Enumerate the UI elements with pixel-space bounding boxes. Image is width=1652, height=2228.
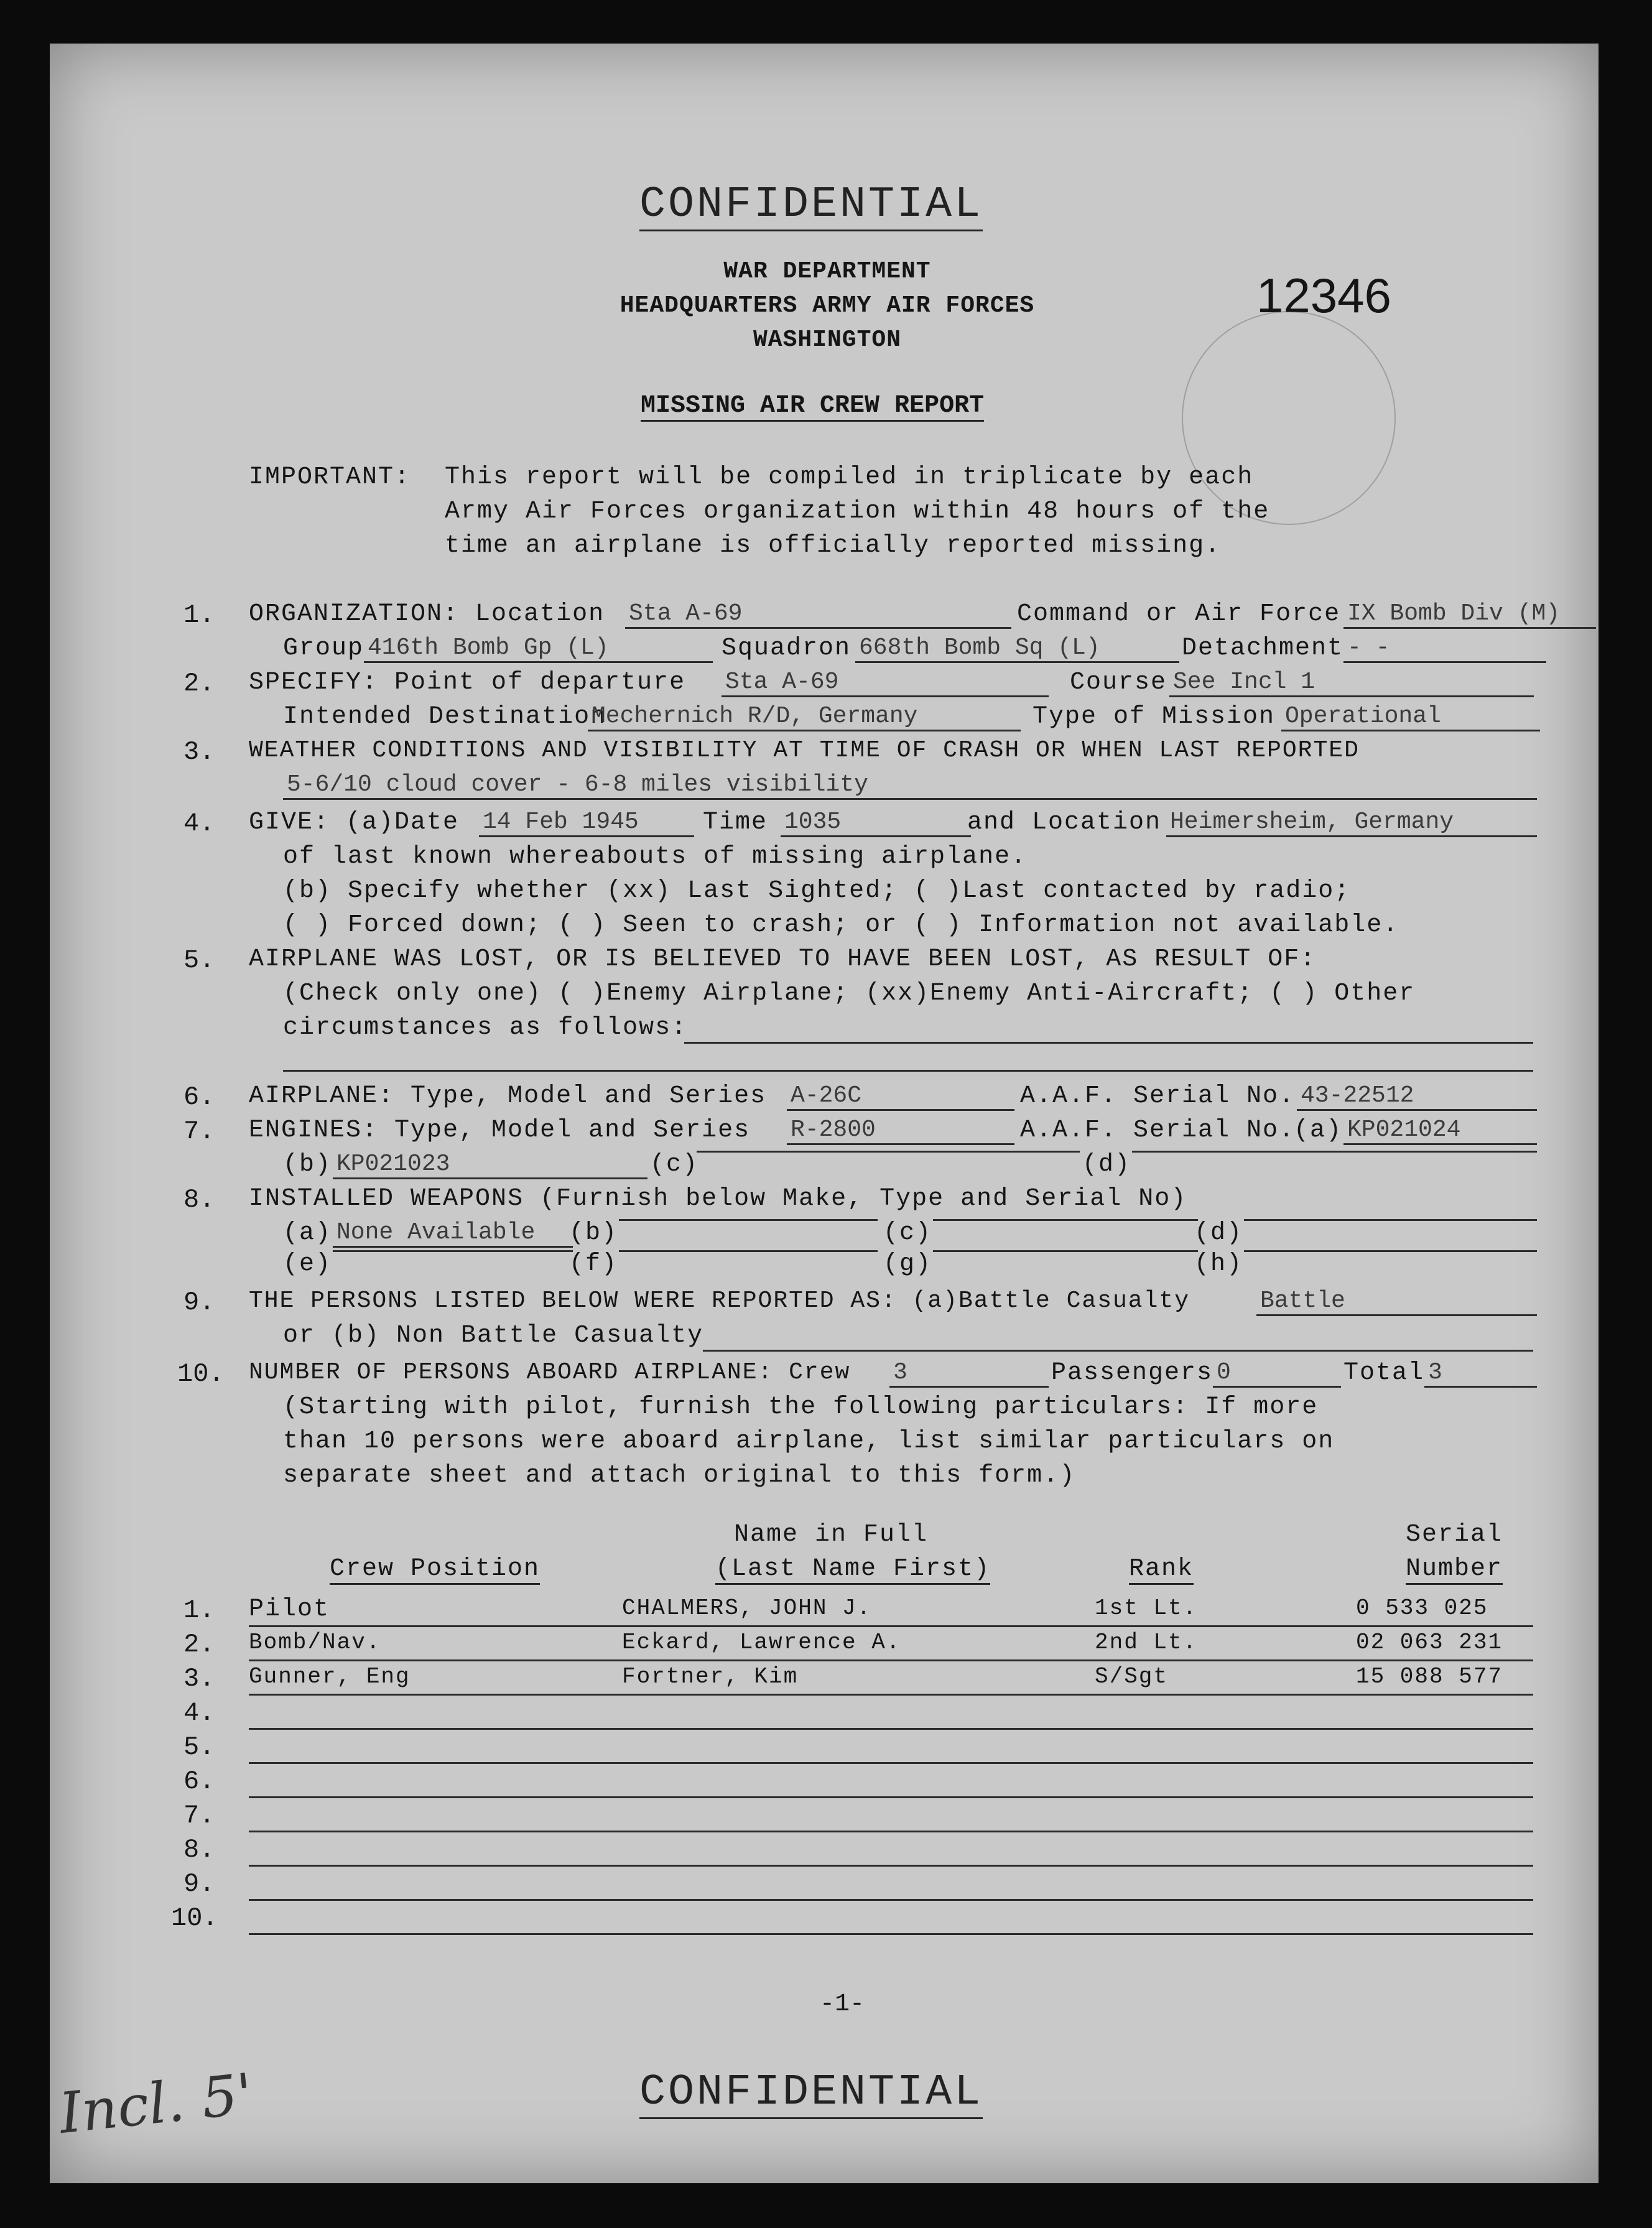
- airplane-serial-field: 43-22512: [1297, 1082, 1537, 1111]
- table-row: [0, 1630, 1652, 1664]
- lost-cause-label: AIRPLANE WAS LOST, OR IS BELIEVED TO HAVE BEEN LOST, AS RESULT OF:: [249, 945, 1317, 973]
- crew-count-field: 3: [889, 1359, 1049, 1388]
- section-4-number: 4.: [183, 809, 215, 838]
- row-number: 6.: [183, 1766, 215, 1796]
- row-number: 5.: [183, 1732, 215, 1762]
- sighted-line: (b) Specify whether (xx) Last Sighted; ( )Last contacted by radio;: [283, 877, 1351, 905]
- weather-field: 5-6/10 cloud cover - 6-8 miles visibility: [283, 771, 1537, 800]
- group-label: Group: [283, 634, 364, 662]
- crash-location-field: Heimersheim, Germany: [1166, 809, 1537, 837]
- check-one-line: (Check only one) ( )Enemy Airplane; (xx)Enemy Anti-Aircraft; ( ) Other: [283, 980, 1416, 1008]
- crew-serial-cell: 0 533 025: [1356, 1595, 1488, 1621]
- crew-serial-cell: 02 063 231: [1356, 1630, 1503, 1655]
- departure-field: Sta A-69: [722, 669, 1049, 697]
- instructions-line3: separate sheet and attach original to this form.): [283, 1462, 1076, 1490]
- weapon-a-label: (a): [283, 1219, 332, 1247]
- squadron-label: Squadron: [722, 634, 852, 662]
- row-number: 4.: [183, 1698, 215, 1728]
- crew-position-cell: Bomb/Nav.: [249, 1630, 381, 1655]
- important-label: IMPORTANT:: [249, 463, 411, 491]
- weapon-c-field: [933, 1219, 1198, 1221]
- engine-serial-label: A.A.F. Serial No.: [1020, 1116, 1296, 1144]
- engine-c-label: (c): [650, 1151, 699, 1179]
- engine-model-field: R-2800: [787, 1116, 1014, 1145]
- mission-field: Operational: [1281, 703, 1540, 731]
- row-line: [249, 1625, 1533, 1627]
- total-field: 3: [1424, 1359, 1537, 1388]
- row-number: 9.: [183, 1869, 215, 1899]
- weapon-b-label: (b): [569, 1219, 618, 1247]
- weapon-f-field: [619, 1250, 878, 1252]
- crew-name-cell: CHALMERS, JOHN J.: [622, 1595, 872, 1621]
- command-field: IX Bomb Div (M): [1343, 600, 1596, 629]
- destination-field: Mechernich R/D, Germany: [588, 703, 1021, 731]
- weapon-d-label: (d): [1194, 1219, 1243, 1247]
- table-row: [0, 1835, 1652, 1869]
- important-line1: This report will be compiled in triplicate by each: [445, 463, 1254, 491]
- destination-label: Intended Destination: [283, 703, 607, 731]
- city-title: WASHINGTON: [753, 327, 902, 353]
- mission-label: Type of Mission: [1032, 703, 1276, 731]
- weapon-h-field: [1244, 1250, 1537, 1252]
- row-line: [249, 1899, 1533, 1901]
- row-line: [249, 1728, 1533, 1730]
- section-10-number: 10.: [177, 1359, 225, 1389]
- classification-bottom: CONFIDENTIAL: [639, 2068, 983, 2119]
- section-1-number: 1.: [183, 600, 215, 630]
- detachment-field: - -: [1343, 634, 1546, 663]
- engine-d-label: (d): [1082, 1151, 1131, 1179]
- row-number: 2.: [183, 1630, 215, 1659]
- non-battle-label: or (b) Non Battle Casualty: [283, 1322, 704, 1350]
- organization-label: ORGANIZATION: Location: [249, 600, 605, 628]
- weapon-b-field: [619, 1219, 878, 1221]
- weather-label: WEATHER CONDITIONS AND VISIBILITY AT TIME OF CRASH OR WHEN LAST REPORTED: [249, 737, 1360, 764]
- crew-rank-cell: 1st Lt.: [1095, 1595, 1198, 1621]
- table-row: [0, 1766, 1652, 1801]
- row-number: 1.: [183, 1595, 215, 1625]
- total-label: Total: [1343, 1359, 1425, 1387]
- row-line: [249, 1831, 1533, 1832]
- table-row: [0, 1732, 1652, 1766]
- weapon-g-label: (g): [883, 1250, 932, 1278]
- forced-down-line: ( ) Forced down; ( ) Seen to crash; or ( ) Information not available.: [283, 911, 1399, 939]
- location-field: Sta A-69: [625, 600, 1011, 629]
- squadron-field: 668th Bomb Sq (L): [855, 634, 1179, 663]
- section-8-number: 8.: [183, 1185, 215, 1215]
- engine-b-field: KP021023: [333, 1151, 647, 1179]
- engine-a-field: KP021024: [1343, 1116, 1537, 1145]
- give-date-label: GIVE: (a)Date: [249, 809, 460, 837]
- section-2-number: 2.: [183, 669, 215, 699]
- header-serial-line2: Number: [1406, 1555, 1503, 1585]
- important-line2: Army Air Forces organization within 48 hours of the: [445, 498, 1270, 526]
- engines-label: ENGINES: Type, Model and Series: [249, 1116, 751, 1144]
- passengers-label: Passengers: [1051, 1359, 1213, 1387]
- weapon-c-label: (c): [883, 1219, 932, 1247]
- hq-title: HEADQUARTERS ARMY AIR FORCES: [620, 292, 1035, 319]
- whereabouts-line: of last known whereabouts of missing airplane.: [283, 843, 1028, 871]
- circumstances-label: circumstances as follows:: [283, 1014, 688, 1042]
- specify-label: SPECIFY: Point of departure: [249, 669, 686, 697]
- handwritten-inclosure-note: Incl. 5': [56, 2061, 256, 2147]
- report-title: MISSING AIR CREW REPORT: [641, 392, 984, 422]
- crew-rank-cell: S/Sgt: [1095, 1664, 1169, 1689]
- engine-d-field: [1132, 1151, 1537, 1153]
- airplane-label: AIRPLANE: Type, Model and Series: [249, 1082, 767, 1110]
- row-number: 7.: [183, 1801, 215, 1831]
- header-rank: Rank: [1129, 1555, 1194, 1585]
- weapons-label: INSTALLED WEAPONS (Furnish below Make, Type and Serial No): [249, 1185, 1187, 1213]
- airplane-model-field: A-26C: [787, 1082, 1014, 1111]
- circumstances-line-2: [283, 1070, 1533, 1072]
- classification-top: CONFIDENTIAL: [639, 180, 983, 231]
- section-9-number: 9.: [183, 1288, 215, 1317]
- table-row: [0, 1595, 1652, 1630]
- table-row: [0, 1869, 1652, 1903]
- crew-position-cell: Gunner, Eng: [249, 1664, 411, 1689]
- course-label: Course: [1070, 669, 1167, 697]
- passengers-field: 0: [1213, 1359, 1341, 1388]
- header-name-line1: Name in Full: [734, 1521, 929, 1549]
- important-line3: time an airplane is officially reported missing.: [445, 532, 1222, 560]
- header-serial-line1: Serial: [1406, 1521, 1503, 1549]
- detachment-label: Detachment: [1182, 634, 1344, 662]
- row-line: [249, 1796, 1533, 1798]
- row-number: 8.: [183, 1835, 215, 1865]
- engine-a-label: (a): [1294, 1116, 1343, 1144]
- page-number: -1-: [820, 1990, 865, 2018]
- crew-rank-cell: 2nd Lt.: [1095, 1630, 1198, 1655]
- persons-aboard-label: NUMBER OF PERSONS ABOARD AIRPLANE: Crew: [249, 1359, 851, 1386]
- crew-position-cell: Pilot: [249, 1595, 330, 1623]
- weapon-g-field: [933, 1250, 1198, 1252]
- dept-title: WAR DEPARTMENT: [723, 258, 931, 285]
- table-row: [0, 1903, 1652, 1938]
- battle-casualty-field: Battle: [1256, 1288, 1537, 1316]
- crew-name-cell: Eckard, Lawrence A.: [622, 1630, 901, 1655]
- time-label: Time: [703, 809, 768, 837]
- group-field: 416th Bomb Gp (L): [364, 634, 713, 663]
- command-label: Command or Air Force: [1017, 600, 1341, 628]
- row-line: [249, 1762, 1533, 1764]
- weapon-f-label: (f): [569, 1250, 618, 1278]
- section-5-number: 5.: [183, 945, 215, 975]
- location-label-4: and Location: [967, 809, 1162, 837]
- time-field: 1035: [781, 809, 971, 837]
- course-field: See Incl 1: [1169, 669, 1534, 697]
- crew-name-cell: Fortner, Kim: [622, 1664, 799, 1689]
- weapon-d-field: [1244, 1219, 1537, 1221]
- report-number: 12346: [1256, 268, 1391, 323]
- airplane-serial-label: A.A.F. Serial No.: [1020, 1082, 1296, 1110]
- faint-stamp-circle: [1182, 311, 1396, 525]
- circumstances-line-1: [684, 1042, 1533, 1044]
- row-line: [249, 1659, 1533, 1661]
- table-row: [0, 1801, 1652, 1835]
- casualty-label: THE PERSONS LISTED BELOW WERE REPORTED AS: (a)Battle Casualty: [249, 1288, 1190, 1314]
- engine-c-field: [697, 1151, 1080, 1153]
- row-number: 3.: [183, 1664, 215, 1694]
- table-row: [0, 1698, 1652, 1732]
- weapon-e-label: (e): [283, 1250, 332, 1278]
- section-3-number: 3.: [183, 737, 215, 767]
- header-crew-position: Crew Position: [330, 1555, 540, 1585]
- engine-b-label: (b): [283, 1151, 332, 1179]
- row-number: 10.: [171, 1903, 218, 1933]
- instructions-line2: than 10 persons were aboard airplane, list similar particulars on: [283, 1427, 1335, 1455]
- instructions-line1: (Starting with pilot, furnish the following particulars: If more: [283, 1393, 1319, 1421]
- row-line: [249, 1865, 1533, 1867]
- section-7-number: 7.: [183, 1116, 215, 1146]
- crew-serial-cell: 15 088 577: [1356, 1664, 1503, 1689]
- row-line: [249, 1694, 1533, 1696]
- weapon-e-field: [333, 1250, 573, 1252]
- weapon-h-label: (h): [1194, 1250, 1243, 1278]
- section-6-number: 6.: [183, 1082, 215, 1112]
- weapon-a-field: None Available: [333, 1219, 573, 1248]
- header-name-line2: (Last Name First): [715, 1555, 990, 1585]
- date-field: 14 Feb 1945: [479, 809, 694, 837]
- non-battle-line: [703, 1350, 1533, 1352]
- table-row: [0, 1664, 1652, 1698]
- row-line: [249, 1933, 1533, 1935]
